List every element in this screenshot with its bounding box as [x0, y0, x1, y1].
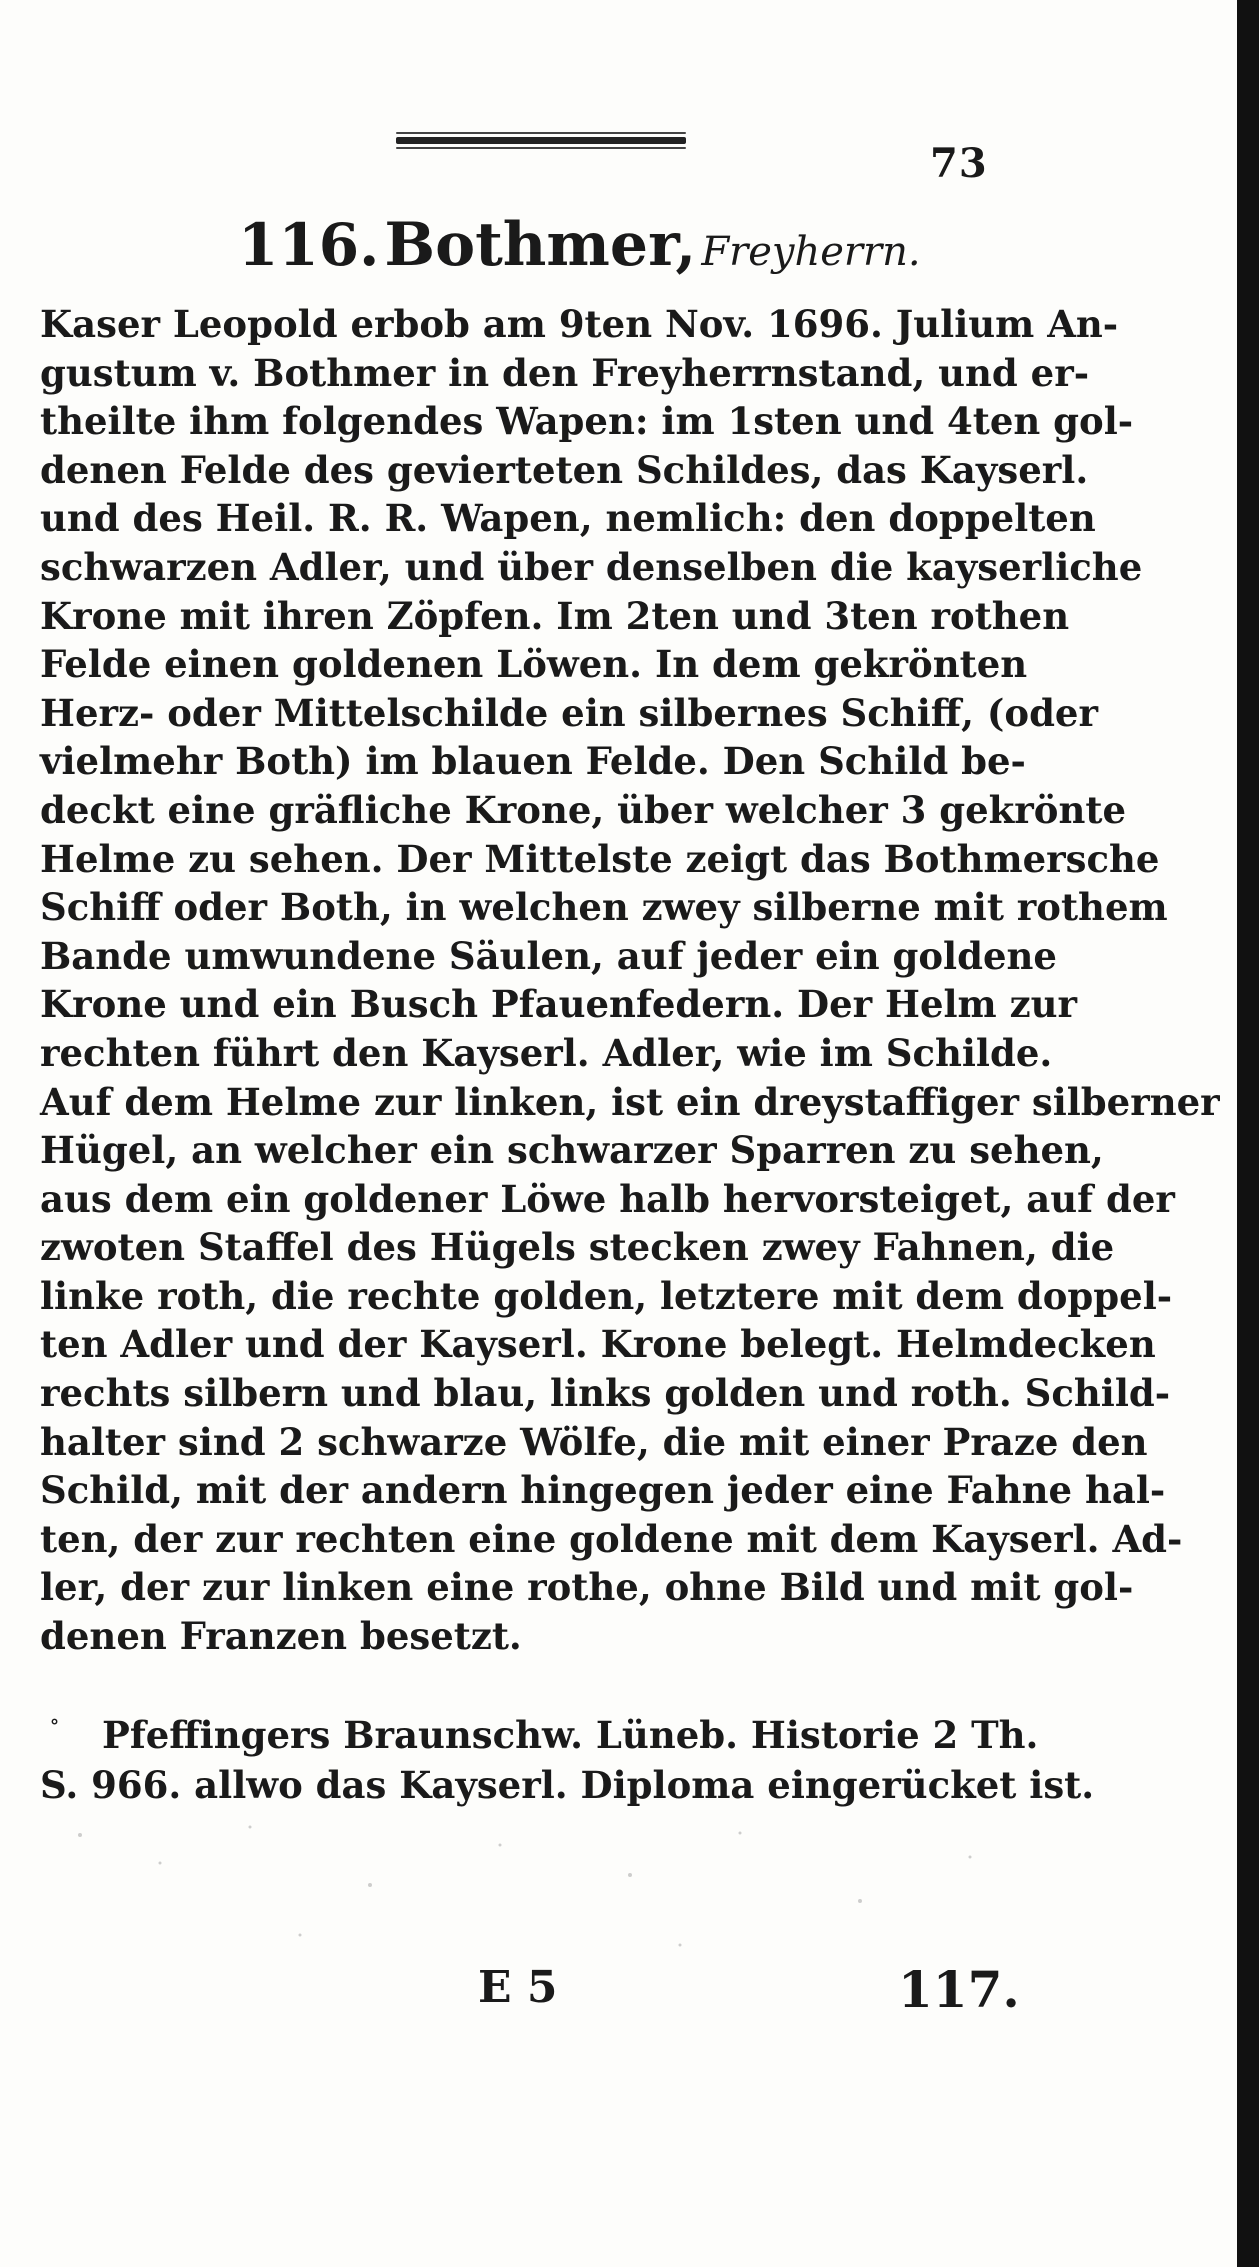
footnote-mark: ° — [50, 1716, 59, 1737]
body-line: Herz- oder Mittelschilde ein silbernes Schiff, (oder — [40, 690, 1098, 735]
body-line: zwoten Staffel des Hügels stecken zwey Fahnen, die — [40, 1225, 1115, 1270]
footnote-line — [40, 1710, 1039, 1760]
entry-number: 116. — [238, 211, 380, 279]
body-line: Auf dem Helme zur linken, ist ein dreystaffiger silberner — [40, 1079, 1220, 1124]
body-line: und des Heil. R. R. Wapen, nemlich: den doppelten — [40, 496, 1096, 541]
scan-edge — [1237, 0, 1259, 2267]
body-line: rechten führt den Kayserl. Adler, wie im Schilde. — [40, 1030, 1053, 1075]
catchword: 117. — [898, 1960, 1020, 2019]
body-line: Bande umwundene Säulen, auf jeder ein goldene — [40, 933, 1057, 978]
body-line: rechts silbern und blau, links golden und roth. Schild- — [40, 1371, 1171, 1416]
bleed-through-specks — [40, 1805, 1030, 1975]
body-line: gustum v. Bothmer in den Freyherrnstand, und er- — [40, 350, 1090, 395]
entry-family-name: Bothmer, — [384, 210, 697, 280]
body-line: deckt eine gräfliche Krone, über welcher 3 gekrönte — [40, 787, 1127, 832]
body-line: schwarzen Adler, und über denselben die kayserliche — [40, 544, 1143, 589]
entry-title: Freyherrn. — [701, 229, 921, 275]
signature-mark: E 5 — [478, 1962, 558, 2013]
body-line: denen Franzen besetzt. — [40, 1614, 522, 1659]
body-line: Schild, mit der andern hingegen jeder eine Fahne hal- — [40, 1468, 1166, 1513]
header-ornament-rule — [396, 132, 686, 150]
body-line: Felde einen goldenen Löwen. In dem gekrönten — [40, 642, 1028, 687]
body-line: aus dem ein goldener Löwe halb hervorsteiget, auf der — [40, 1176, 1175, 1221]
body-line: Helme zu sehen. Der Mittelste zeigt das Bothmersche — [40, 836, 1160, 881]
body-line: linke roth, die rechte golden, letztere mit dem doppel- — [40, 1273, 1173, 1318]
entry-body — [40, 300, 1220, 1661]
page-number: 73 — [930, 140, 988, 187]
ornament-line-main — [396, 137, 686, 144]
ornament-line-bottom — [396, 147, 686, 149]
ornament-line-top — [396, 132, 686, 134]
body-line: Schiff oder Both, in welchen zwey silberne mit rothem — [40, 885, 1168, 930]
body-line: theilte ihm folgendes Wapen: im 1sten und 4ten gol- — [40, 399, 1134, 444]
body-line: Krone und ein Busch Pfauenfedern. Der Helm zur — [40, 982, 1077, 1027]
body-line: vielmehr Both) im blauen Felde. Den Schild be- — [40, 739, 1026, 784]
footnote-line-text: Pfeffingers Braunschw. Lüneb. Historie 2 Th. — [102, 1713, 1039, 1757]
body-line: ten, der zur rechten eine goldene mit dem Kayserl. Ad- — [40, 1516, 1183, 1561]
body-line: Hügel, an welcher ein schwarzer Sparren zu sehen, — [40, 1128, 1104, 1173]
footnote-line: S. 966. allwo das Kayserl. Diploma eingerücket ist. — [40, 1763, 1095, 1807]
body-line: Krone mit ihren Zöpfen. Im 2ten und 3ten rothen — [40, 593, 1070, 638]
body-line: halter sind 2 schwarze Wölfe, die mit einer Praze den — [40, 1419, 1148, 1464]
footnote — [40, 1710, 1095, 1810]
body-line: denen Felde des gevierteten Schildes, das Kayserl. — [40, 447, 1089, 492]
entry-heading — [238, 210, 938, 280]
body-line: Kaser Leopold erbob am 9ten Nov. 1696. Julium An- — [40, 302, 1119, 346]
body-line: ler, der zur linken eine rothe, ohne Bild und mit gol- — [40, 1565, 1134, 1610]
body-line: ten Adler und der Kayserl. Krone belegt. Helmdecken — [40, 1322, 1156, 1367]
